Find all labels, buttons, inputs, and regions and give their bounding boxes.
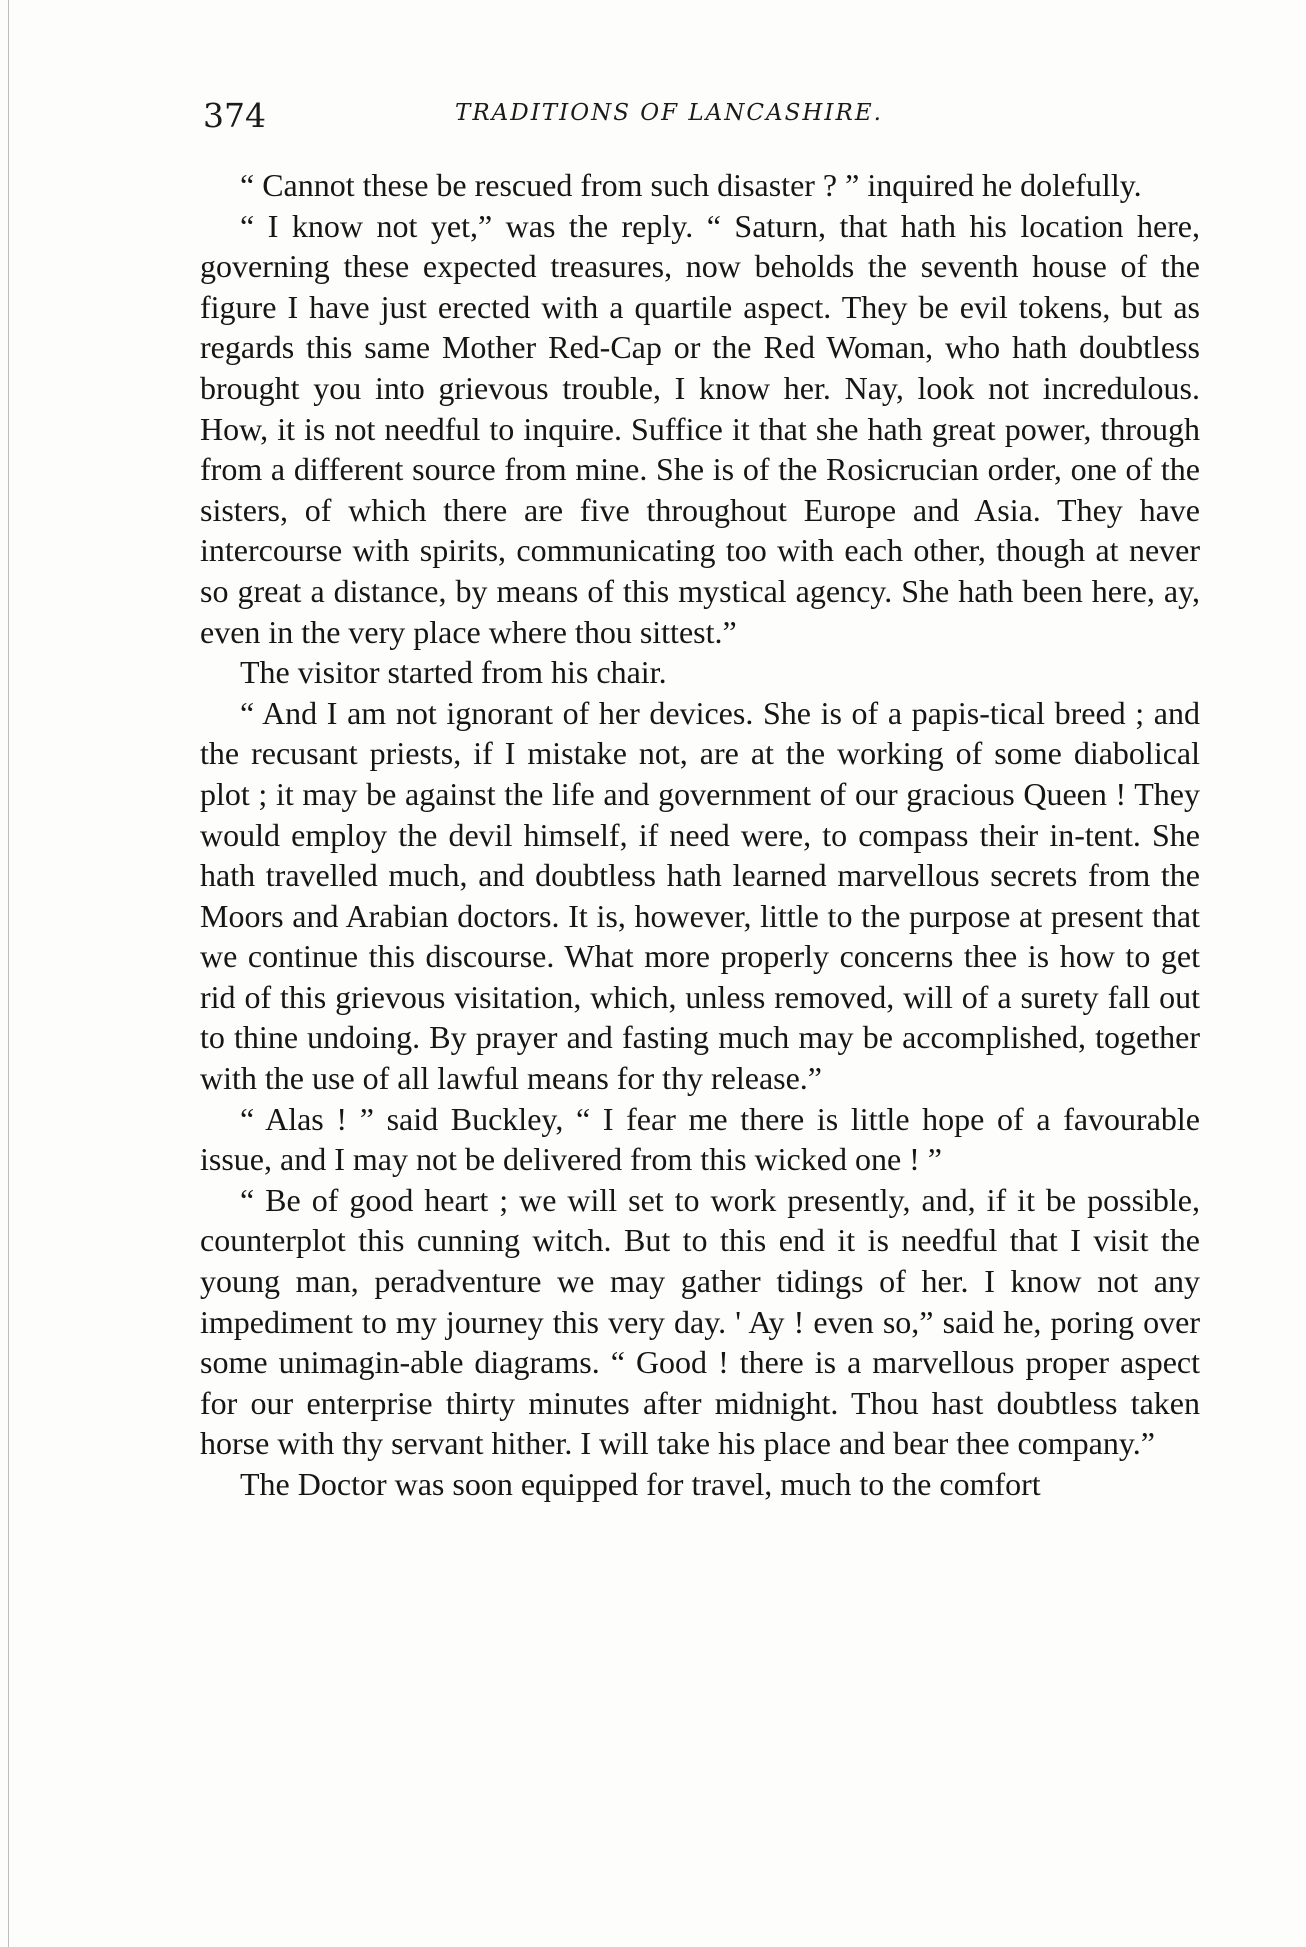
running-title: TRADITIONS OF LANCASHIRE. [455, 100, 883, 126]
paragraph: “ Cannot these be rescued from such disaster ? ” inquired he dolefully. [240, 167, 1142, 203]
paragraph: “ Alas ! ” said Buckley, “ I fear me there is little hope of a favourable issue, and I may not be delivered from this wicked one ! ” [200, 1100, 1200, 1178]
paragraph: “ And I am not ignorant of her devices. She is of a papis-tical breed ; and the recusant priests, if I mistake not, are at the working of some diabolical plot ; it may be against the life and government of our gracious Queen ! They would employ the devil himself, if need were, to compass their in-tent. She hath travelled much, and doubtless hath learned marvellous secrets from the Moors and Arabian doctors. It is, however, little to the purpose at present that we continue this discourse. What more properly concerns thee is how to get rid of this grievous visitation, which, unless removed, will of a surety fall out to thine undoing. By prayer and fasting much may be accomplished, together with the use of all lawful means for thy release.” [200, 694, 1200, 1097]
page-number: 374 [203, 96, 266, 135]
body-text [200, 165, 1200, 1505]
paragraph: The Doctor was soon equipped for travel, much to the comfort [240, 1466, 1041, 1502]
page-header [203, 96, 1208, 136]
paragraph: “ I know not yet,” was the reply. “ Saturn, that hath his location here, governing these expected treasures, now beholds the seventh house of the figure I have just erected with a quartile aspect. They be evil tokens, but as regards this same Mother Red-Cap or the Red Woman, who hath doubtless brought you into grievous trouble, I know her. Nay, look not incredulous. How, it is not needful to inquire. Suffice it that she hath great power, through from a different source from mine. She is of the Rosicrucian order, one of the sisters, of which there are five throughout Europe and Asia. They have intercourse with spirits, communicating too with each other, though at never so great a distance, by means of this mystical agency. She hath been here, ay, even in the very place where thou sittest.” [200, 207, 1200, 650]
binding-edge-line [8, 0, 9, 1947]
paragraph: “ Be of good heart ; we will set to work presently, and, if it be possible, counterplot this cunning witch. But to this end it is needful that I visit the young man, peradventure we may gather tidings of her. I know not any impediment to my journey this very day. ' Ay ! even so,” said he, poring over some unimagin-able diagrams. “ Good ! there is a marvellous proper aspect for our enterprise thirty minutes after midnight. Thou hast doubtless taken horse with thy servant hither. I will take his place and bear thee company.” [200, 1181, 1200, 1462]
paragraph: The visitor started from his chair. [240, 654, 667, 691]
